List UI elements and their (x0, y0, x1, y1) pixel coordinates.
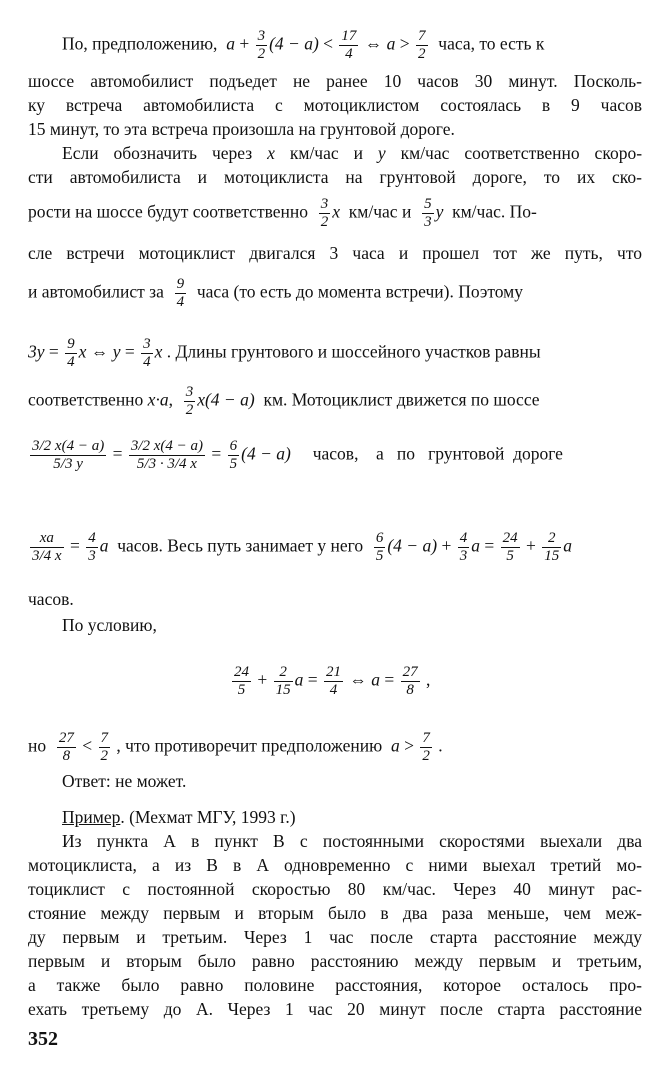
fraction: $\frac{9}{4}$ (67, 336, 75, 370)
text-line: сти автомобилиста и мотоциклиста на грунтовой дороге, то их ско- (28, 167, 642, 187)
fraction: $\frac{24}{5}$ (234, 664, 249, 698)
complex-fraction: $\frac{3/2 x(4 - a)}{5/3 y}$ (32, 438, 105, 472)
fraction: $\frac{21}{4}$ (326, 664, 341, 698)
text-line: и автомобилист за $\frac{9}{4}$ часа (то есть до момента встречи). Поэтому (28, 276, 523, 310)
formula-line: но $\frac{27}{8}$ < $\frac{7}{2}$ , что противоречит предположению a > $\frac{7}{2}$ . (28, 730, 443, 764)
text-line: Если обозначить через x км/час и y км/час соответственно скоро- (62, 143, 643, 163)
fraction: $\frac{7}{2}$ (422, 730, 430, 764)
fraction: $\frac{3}{2}$ (185, 384, 194, 418)
formula-line: $\frac{xa}{3/4 x}$ = $\frac{4}{3}$ a часов. Весь путь занимает у него $\frac{6}{5}$ (4 − a) + $\frac{4}{3}$ a = $\frac{24}{5}$ + $\frac{2}{15}$ a (32, 530, 572, 564)
text-line: Из пункта А в пункт В с постоянными скоростями выехали два (62, 831, 642, 851)
text-line: сле встречи мотоциклист двигался 3 часа и прошел тот же путь, что (28, 243, 642, 263)
text-line: ду первым и третьим. Через 1 час после старта расстояние между (28, 927, 642, 947)
fraction: $\frac{4}{3}$ (459, 530, 468, 564)
fraction: $\frac{6}{5}$ (375, 530, 384, 564)
fraction: $\frac{3}{2}$ (320, 196, 329, 230)
fraction: $\frac{3}{4}$ (143, 336, 151, 370)
text-line: соответственно x·a, $\frac{3}{2}$ x(4 − a) км. Мотоциклист движется по шоссе (28, 384, 540, 418)
text-line: а также было равно половине расстояния, которое осталось про- (28, 975, 642, 995)
fraction: $\frac{5}{3}$ (424, 196, 432, 230)
answer-line: Ответ: не может. (62, 771, 187, 791)
text-line: шоссе автомобилист подъедет не ранее 10 часов 30 минут. Посколь- (28, 71, 642, 91)
text-line: ехать третьему до А. Через 1 час 20 минут после старта расстояние (28, 999, 642, 1019)
fraction: $\frac{24}{5}$ (502, 530, 518, 564)
text-line: рости на шоссе будут соответственно $\frac{3}{2}$ x км/час и $\frac{5}{3}$ y км/час. По- (28, 196, 537, 230)
text-line: 3y = $\frac{9}{4}$ x ⇔ y = $\frac{3}{4}$ x . Длины грунтового и шоссейного участков равны (28, 336, 541, 370)
fraction: $\frac{27}{8}$ (402, 664, 418, 698)
fraction: $\frac{7}{2}$ (418, 28, 426, 62)
text-line: первым и вторым было равно расстоянию между первым и третьим, (28, 951, 642, 971)
text-line: тоциклист с постоянной скоростью 80 км/час. Через 40 минут рас- (28, 879, 642, 899)
fraction: $\frac{17}{4}$ (341, 28, 357, 62)
text-line: 15 минут, то эта встреча произошла на грунтовой дороге. (28, 119, 455, 139)
example-heading: Пример. (Мехмат МГУ, 1993 г.) (62, 807, 296, 827)
fraction: $\frac{2}{15}$ (275, 664, 291, 698)
text-line: По, предположению, a + $\frac{3}{2}$ (4 − a) < $\frac{17}{4}$ ⇔ a > $\frac{7}{2}$ часа, то есть к (62, 28, 545, 62)
fraction: $\frac{9}{4}$ (176, 276, 185, 310)
fraction: $\frac{4}{3}$ (88, 530, 96, 564)
text-line: стояние между первым и вторым было в два раза меньше, чем меж- (28, 903, 642, 923)
page-number: 352 (28, 1028, 58, 1050)
text-line: мотоциклиста, а из В в А одновременно с ними выехал третий мо- (28, 855, 642, 875)
fraction: $\frac{2}{15}$ (544, 530, 560, 564)
formula-line: $\frac{24}{5}$ + $\frac{2}{15}$ a = $\frac{21}{4}$ ⇔ a = $\frac{27}{8}$ , (234, 664, 431, 698)
text-line: ку встреча автомобилиста с мотоциклистом состоялась в 9 часов (28, 95, 642, 115)
fraction: $\frac{3}{2}$ (257, 28, 266, 62)
formula-line: $\frac{3/2 x(4 - a)}{5/3 y}$ = $\frac{3/2 x(4 - a)}{5/3 \cdot 3/4 x}$ = $\frac{6}{5}$ (4 − a) часов, а по грунтовой дороге (32, 438, 563, 472)
text-line: По условию, (62, 615, 157, 635)
fraction: $\frac{7}{2}$ (100, 730, 108, 764)
fraction: $\frac{27}{8}$ (58, 730, 74, 764)
text-line: часов. (28, 589, 74, 609)
complex-fraction: $\frac{3/2 x(4 - a)}{5/3 \cdot 3/4 x}$ (130, 438, 203, 472)
complex-fraction: $\frac{xa}{3/4 x}$ (32, 530, 62, 564)
fraction: $\frac{6}{5}$ (229, 438, 238, 472)
